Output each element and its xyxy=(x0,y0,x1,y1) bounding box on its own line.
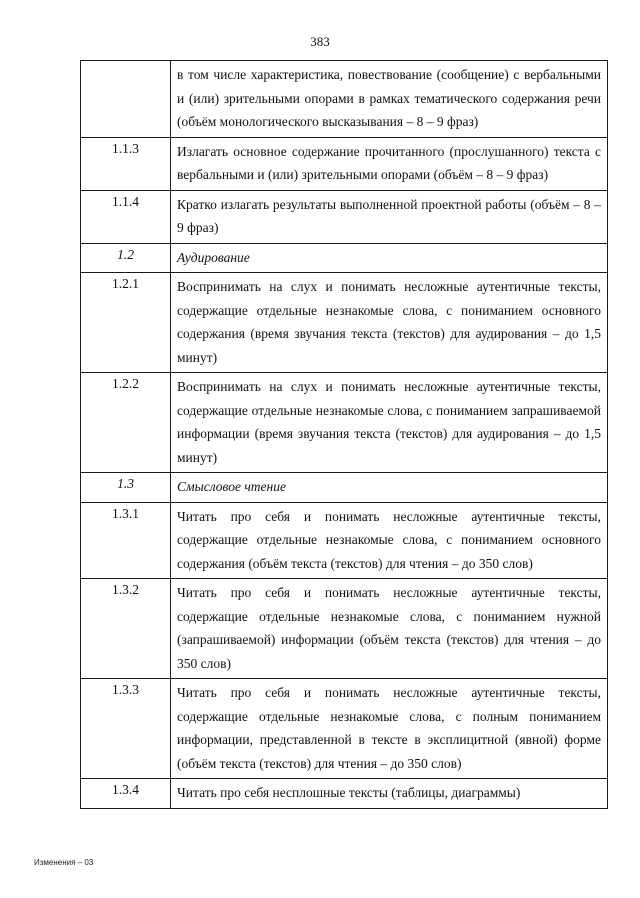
row-text: Излагать основное содержание прочитанного (прослушанного) текста с вербальными и (или) зрительными опорами (объём – 8 – 9 фраз) xyxy=(171,137,608,190)
section-row xyxy=(81,473,608,503)
table-row xyxy=(81,779,608,809)
table-row xyxy=(81,373,608,473)
row-text: Кратко излагать результаты выполненной проектной работы (объём – 8 – 9 фраз) xyxy=(171,190,608,243)
row-code: 1.3.4 xyxy=(81,779,171,809)
requirements-table xyxy=(80,60,608,809)
row-code: 1.3.2 xyxy=(81,579,171,679)
row-code: 1.2.1 xyxy=(81,273,171,373)
table-row xyxy=(81,61,608,138)
row-code: 1.3.1 xyxy=(81,502,171,579)
section-title: Смысловое чтение xyxy=(171,473,608,503)
table-row xyxy=(81,679,608,779)
row-text: в том числе характеристика, повествование (сообщение) с вербальными и (или) зрительными опорами в рамках тематического содержания речи (объём монологического высказывания – 8 – 9 фраз) xyxy=(171,61,608,138)
row-text: Читать про себя и понимать несложные аутентичные тексты, содержащие отдельные незнакомые слова, с полным пониманием информации, представленной в тексте в эксплицитной (явной) форме (объём текста (текстов) для чтения – до 350 слов) xyxy=(171,679,608,779)
row-code: 1.2.2 xyxy=(81,373,171,473)
footer-revision: Изменения – 03 xyxy=(34,858,94,867)
table-row xyxy=(81,137,608,190)
row-text: Читать про себя несплошные тексты (таблицы, диаграммы) xyxy=(171,779,608,809)
row-code: 1.1.4 xyxy=(81,190,171,243)
section-code: 1.2 xyxy=(81,243,171,273)
section-row xyxy=(81,243,608,273)
page-number: 383 xyxy=(310,34,330,49)
row-code: 1.1.3 xyxy=(81,137,171,190)
row-text: Воспринимать на слух и понимать несложные аутентичные тексты, содержащие отдельные незнакомые слова, с пониманием запрашиваемой информации (время звучания текста (текстов) для аудирования – до 1,5 минут) xyxy=(171,373,608,473)
table-row xyxy=(81,502,608,579)
table-row xyxy=(81,273,608,373)
row-code xyxy=(81,61,171,138)
row-text: Читать про себя и понимать несложные аутентичные тексты, содержащие отдельные незнакомые слова, с пониманием нужной (запрашиваемой) информации (объём текста (текстов) для чтения – до 350 слов) xyxy=(171,579,608,679)
row-text: Читать про себя и понимать несложные аутентичные тексты, содержащие отдельные незнакомые слова, с пониманием основного содержания (объём текста (текстов) для чтения – до 350 слов) xyxy=(171,502,608,579)
table-row xyxy=(81,579,608,679)
section-title: Аудирование xyxy=(171,243,608,273)
row-code: 1.3.3 xyxy=(81,679,171,779)
table-row xyxy=(81,190,608,243)
row-text: Воспринимать на слух и понимать несложные аутентичные тексты, содержащие отдельные незнакомые слова, с пониманием основного содержания (время звучания текста (текстов) для аудирования – до 1,5 минут) xyxy=(171,273,608,373)
section-code: 1.3 xyxy=(81,473,171,503)
